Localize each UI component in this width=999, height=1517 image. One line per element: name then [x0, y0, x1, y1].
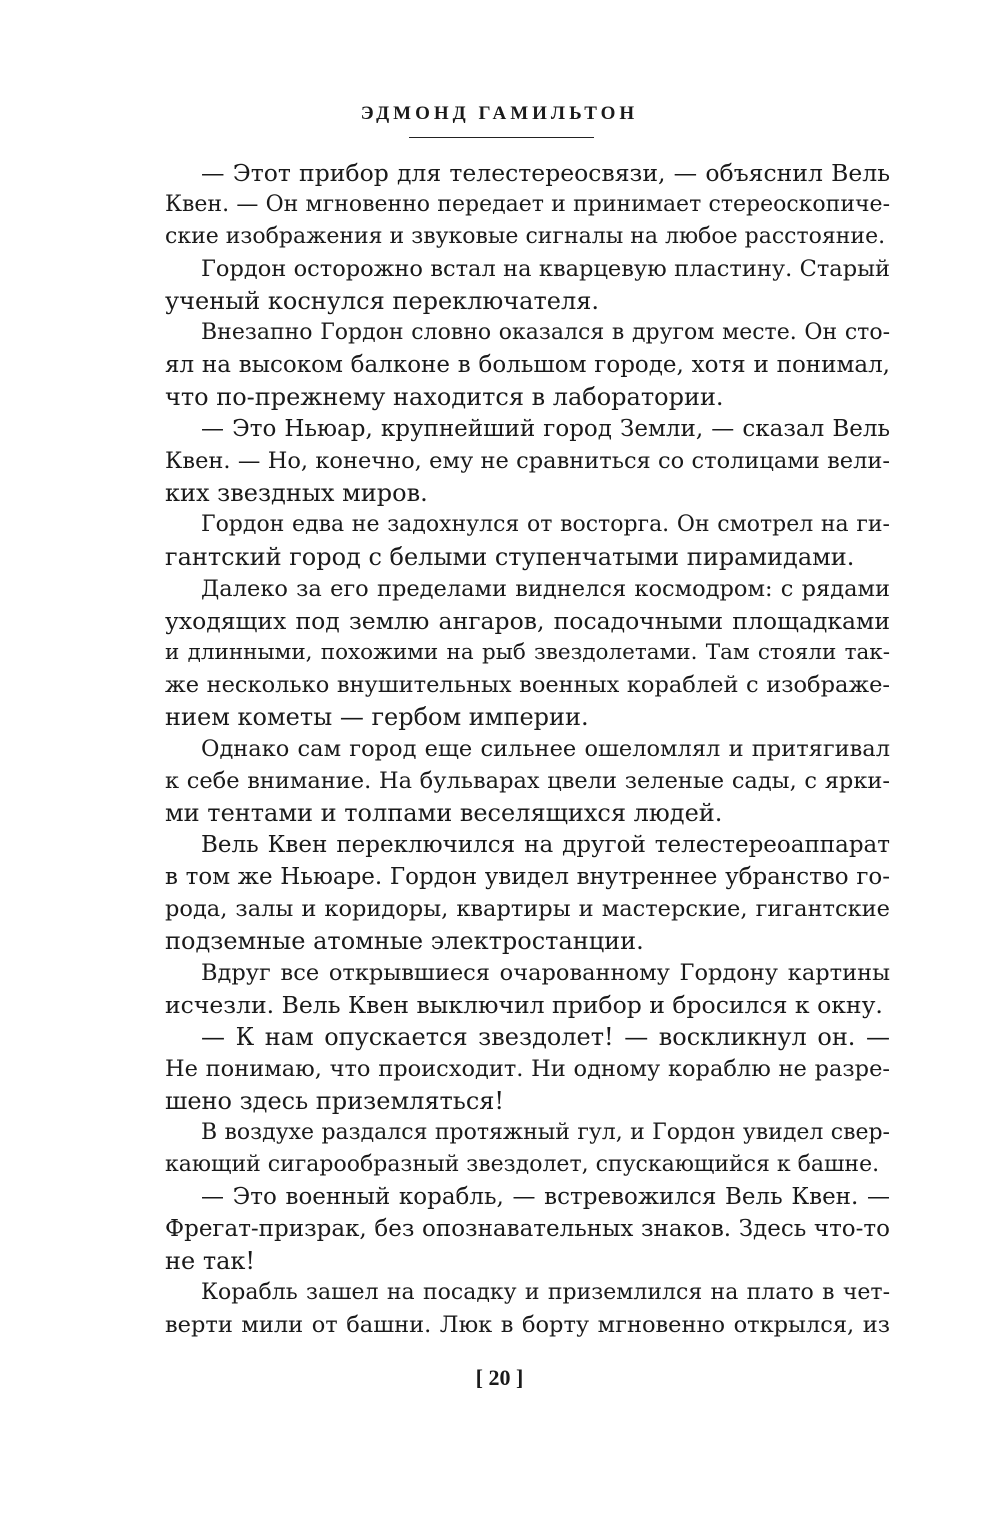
- text-line: Корабль зашел на посадку и приземлился на плато в чет-: [201, 1280, 890, 1305]
- text-line: верти мили от башни. Люк в борту мгновенно открылся, из: [165, 1312, 890, 1338]
- text-line: гантский город с белыми ступенчатыми пирамидами.: [165, 543, 855, 571]
- text-line: не так!: [165, 1247, 256, 1275]
- text-line: — К нам опускается звездолет! — воскликнул он. —: [201, 1023, 890, 1051]
- text-line: кающий сигарообразный звездолет, спускающийся к башне.: [165, 1152, 880, 1177]
- text-line: Фрегат-призрак, без опознавательных знаков. Здесь что-то: [165, 1216, 890, 1242]
- text-line: уходящих под землю ангаров, посадочными площадками: [165, 607, 890, 635]
- text-line: Далеко за его пределами виднелся космодром: с рядами: [201, 576, 890, 602]
- body-text: [165, 157, 890, 1341]
- text-line: Квен. — Но, конечно, ему не сравниться со столицами вели-: [165, 448, 890, 474]
- text-line: ми тентами и толпами веселящихся людей.: [165, 799, 723, 827]
- text-line: Однако сам город еще сильнее ошеломлял и притягивал: [201, 736, 890, 762]
- text-line: подземные атомные электростанции.: [165, 927, 644, 955]
- text-line: в том же Ньюаре. Гордон увидел внутреннее убранство го-: [165, 864, 890, 890]
- text-line: исчезли. Вель Квен выключил прибор и бросился к окну.: [165, 991, 883, 1019]
- text-line: ученый коснулся переключателя.: [165, 287, 599, 315]
- text-line: же несколько внушительных военных кораблей с изображе-: [165, 672, 890, 698]
- page-number: [ 20 ]: [475, 1365, 524, 1390]
- text-line: рода, залы и коридоры, квартиры и мастерские, гигантские: [165, 896, 890, 922]
- text-line: ких звездных миров.: [165, 479, 428, 507]
- text-line: — Этот прибор для телестереосвязи, — объяснил Вель: [201, 159, 890, 187]
- text-line: — Это Ньюар, крупнейший город Земли, — сказал Вель: [201, 416, 890, 442]
- text-line: шено здесь приземляться!: [165, 1087, 505, 1115]
- running-head: ЭДМОНД ГАМИЛЬТОН: [360, 103, 639, 124]
- text-line: — Это военный корабль, — встревожился Вель Квен. —: [201, 1184, 890, 1210]
- text-line: и длинными, похожими на рыб звездолетами. Там стояли так-: [165, 640, 890, 665]
- text-line: Гордон осторожно встал на кварцевую пластину. Старый: [201, 256, 890, 282]
- text-line: Гордон едва не задохнулся от восторга. Он смотрел на ги-: [201, 512, 890, 537]
- text-line: Внезапно Гордон словно оказался в другом месте. Он сто-: [201, 320, 890, 345]
- text-line: ские изображения и звуковые сигналы на любое расстояние.: [165, 224, 886, 249]
- text-line: ял на высоком балконе в большом городе, хотя и понимал,: [165, 352, 890, 378]
- text-line: В воздухе раздался протяжный гул, и Гордон увидел свер-: [201, 1120, 890, 1145]
- text-line: Квен. — Он мгновенно передает и принимает стереоскопиче-: [165, 192, 890, 217]
- text-line: Не понимаю, что происходит. Ни одному кораблю не разре-: [165, 1056, 890, 1082]
- text-line: нием кометы — гербом империи.: [165, 703, 589, 731]
- header-rule: [409, 137, 594, 138]
- text-line: что по-прежнему находится в лаборатории.: [165, 383, 724, 411]
- text-line: Вдруг все открывшиеся очарованному Гордону картины: [201, 960, 890, 986]
- text-line: к себе внимание. На бульварах цвели зеленые сады, с ярки-: [165, 768, 890, 794]
- text-line: Вель Квен переключился на другой телестереоаппарат: [201, 832, 890, 858]
